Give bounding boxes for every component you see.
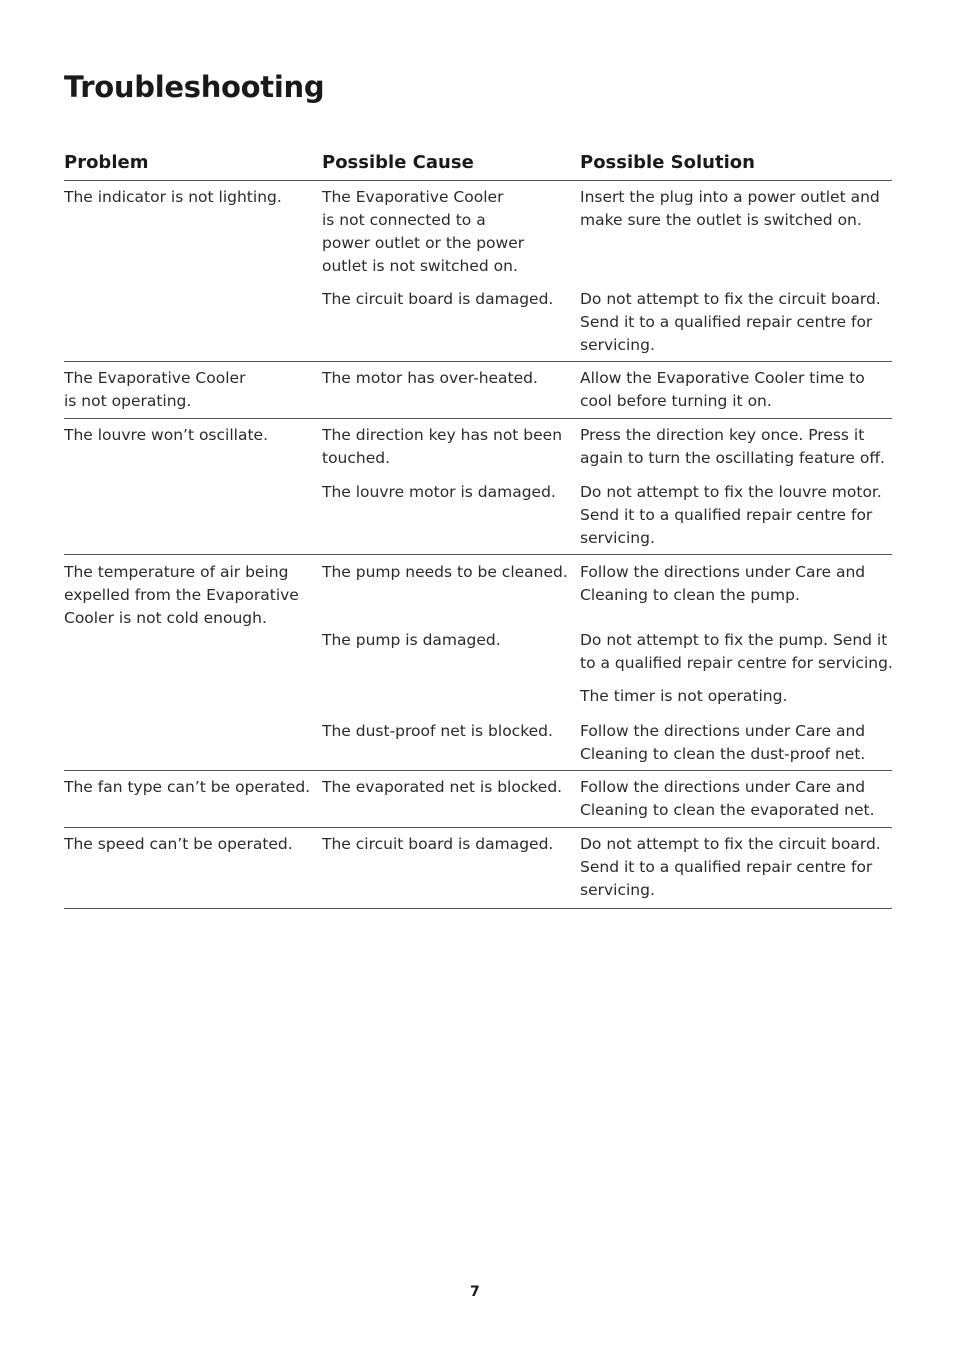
row-3-solution-2: Do not attempt to fix the louvre motor. Send it to a qualified repair centre for servicing. — [580, 483, 882, 547]
row-divider — [64, 554, 892, 555]
row-3-problem: The louvre won’t oscillate. — [64, 426, 268, 444]
row-4-cause-1: The pump needs to be cleaned. — [322, 563, 568, 581]
row-6-problem: The speed can’t be operated. — [64, 835, 293, 853]
row-4-cause-4: The dust-proof net is blocked. — [322, 722, 553, 740]
page-number: 7 — [470, 1284, 480, 1300]
row-3-cause-2: The louvre motor is damaged. — [322, 483, 556, 501]
header-possible-solution: Possible Solution — [580, 152, 755, 173]
row-4-solution-3: The timer is not operating. — [580, 687, 788, 705]
page-title: Troubleshooting — [64, 70, 325, 104]
row-divider — [64, 361, 892, 362]
row-divider — [64, 418, 892, 419]
header-possible-cause: Possible Cause — [322, 152, 474, 173]
row-5-problem: The fan type can’t be operated. — [64, 778, 311, 796]
row-4-solution-2: Do not attempt to fix the pump. Send it to a qualified repair centre for servicing. — [580, 631, 893, 672]
row-1-solution-1: Insert the plug into a power outlet and make sure the outlet is switched on. — [580, 188, 880, 229]
row-2-cause-1: The motor has over-heated. — [322, 369, 538, 387]
row-divider — [64, 770, 892, 771]
row-4-solution-4: Follow the directions under Care and Cleaning to clean the dust-proof net. — [580, 722, 866, 763]
row-4-problem: The temperature of air being expelled from the Evaporative Cooler is not cold enough. — [64, 563, 299, 627]
header-problem: Problem — [64, 152, 149, 173]
row-3-cause-1: The direction key has not been touched. — [322, 426, 563, 467]
row-1-problem: The indicator is not lighting. — [64, 188, 282, 206]
table-bottom-rule — [64, 908, 892, 909]
row-1-solution-2: Do not attempt to fix the circuit board. Send it to a qualified repair centre for servicing. — [580, 290, 881, 354]
row-6-solution-1: Do not attempt to fix the circuit board. Send it to a qualified repair centre for servicing. — [580, 835, 881, 899]
row-divider — [64, 827, 892, 828]
row-2-problem: The Evaporative Cooler is not operating. — [64, 369, 246, 410]
row-1-cause-2: The circuit board is damaged. — [322, 290, 554, 308]
row-4-cause-2: The pump is damaged. — [322, 631, 501, 649]
row-1-cause-1: The Evaporative Cooler is not connected to a power outlet or the power outlet is not switched on. — [322, 188, 525, 275]
row-3-solution-1: Press the direction key once. Press it again to turn the oscillating feature off. — [580, 426, 885, 467]
row-5-solution-1: Follow the directions under Care and Cleaning to clean the evaporated net. — [580, 778, 875, 819]
row-5-cause-1: The evaporated net is blocked. — [322, 778, 563, 796]
row-2-solution-1: Allow the Evaporative Cooler time to cool before turning it on. — [580, 369, 865, 410]
row-6-cause-1: The circuit board is damaged. — [322, 835, 554, 853]
header-divider — [64, 180, 892, 181]
row-4-solution-1: Follow the directions under Care and Cleaning to clean the pump. — [580, 563, 866, 604]
